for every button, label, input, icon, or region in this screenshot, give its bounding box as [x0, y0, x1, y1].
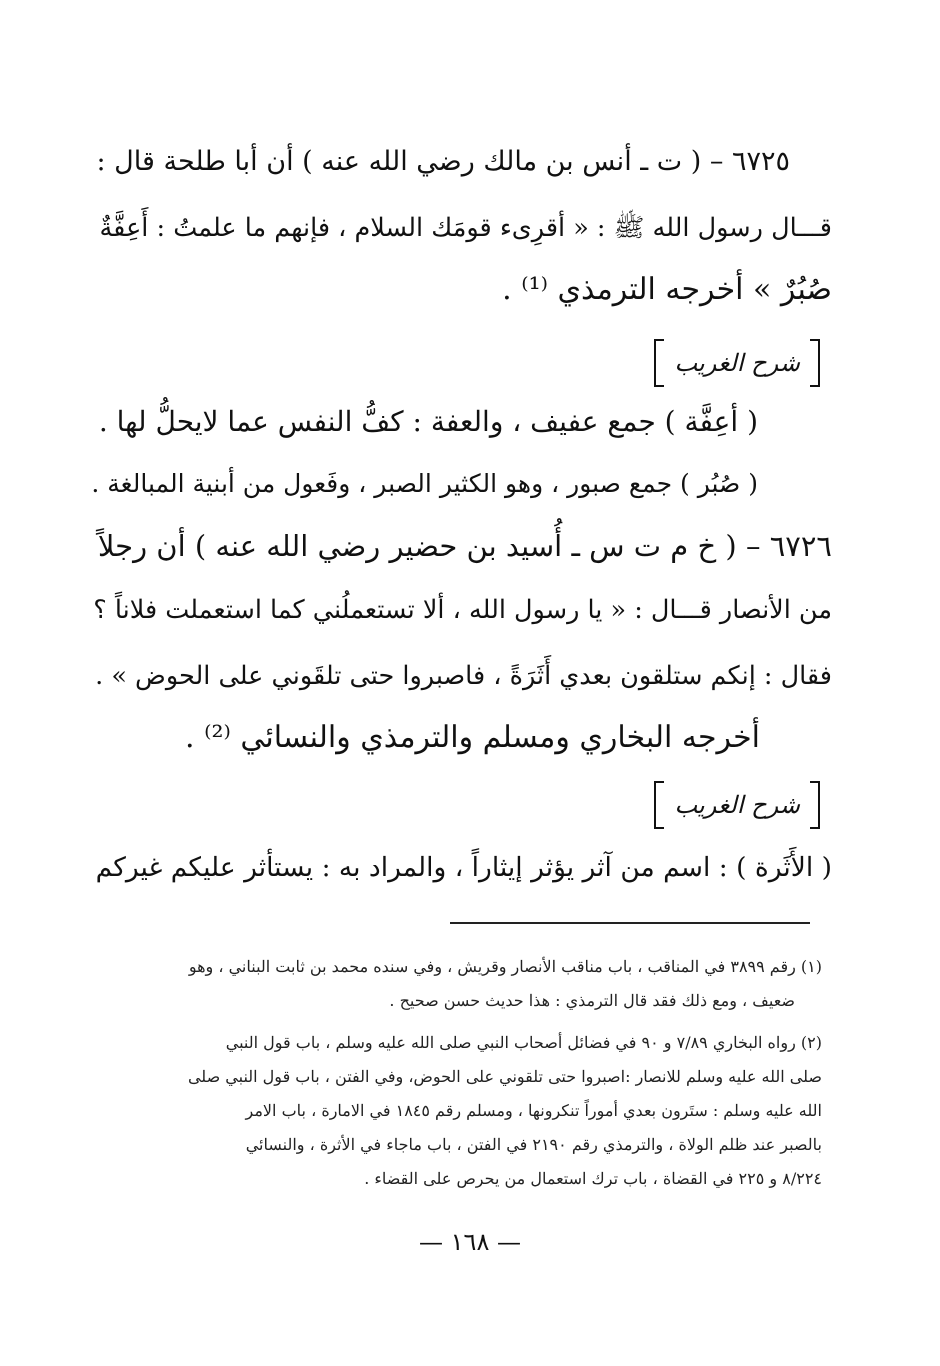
gloss-heading-1: [654, 340, 820, 386]
hadith-6726-line-1: ٦٧٢٦ – ( خ م ت س ـ أُسيد بن حضير رضي الله عنه ) أن رجلاً: [97, 529, 832, 563]
footnote-1-line-2: ضعيف ، ومع ذلك فقد قال الترمذي : هذا حديث حسن صحيح .: [389, 991, 795, 1010]
gloss-heading-2-text: شرح الغريب: [674, 791, 800, 819]
footnote-2-line-1: (٢) رواه البخاري ٧/٨٩ و ٩٠ في فضائل أصحاب النبي صلى الله عليه وسلم ، باب قول النبي: [225, 1033, 822, 1052]
gloss-line-1: ( أعِفَّة ) جمع عفيف ، والعفة : كفُّ النفس عما لايحلُّ لها .: [98, 405, 758, 438]
hadith-6725-line-1: ٦٧٢٥ – ( ت ـ أنس بن مالك رضي الله عنه ) أن أبا طلحة قال :: [96, 146, 790, 177]
hadith-6726-line-3: فقال : إنكم ستلقون بعدي أَثَرَةً ، فاصبروا حتى تلقَوني على الحوض » .: [95, 661, 832, 691]
hadith-6726-line-4: أخرجه البخاري ومسلم والترمذي والنسائي ⁽²⁾ .: [185, 720, 760, 755]
footnote-2-line-5: ٨/٢٢٤ و ٢٢٥ في القضاة ، باب ترك استعمال من يحرص على القضاء .: [364, 1169, 822, 1188]
bracket-open: [810, 339, 820, 387]
gloss-line-3: ( الأَثَرة ) : اسم من آثر يؤثر إيثاراً ، والمراد به : يستأثر عليكم غيركم: [95, 852, 832, 883]
gloss-heading-1-text: شرح الغريب: [674, 349, 800, 377]
footnote-1-line-1: (١) رقم ٣٨٩٩ في المناقب ، باب مناقب الأنصار وقريش ، وفي سنده محمد بن ثابت البناني ، وهو: [188, 957, 822, 976]
footnote-2-line-3: الله عليه وسلم : ستَرون بعدي أموراً تنكرونها ، ومسلم رقم ١٨٤٥ في الامارة ، باب الامر: [245, 1101, 822, 1120]
gloss-line-2: ( صُبُر ) جمع صبور ، وهو الكثير الصبر ، وفَعول من أبنية المبالغة .: [91, 469, 758, 498]
footnote-separator: [450, 922, 810, 924]
page-number: — ١٦٨ —: [419, 1228, 521, 1256]
bracket-open: [810, 781, 820, 829]
gloss-heading-2: [654, 782, 820, 828]
hadith-6726-line-2: من الأنصار قـــال : « يا رسول الله ، ألا تستعملُني كما استعملت فلاناً ؟: [93, 595, 832, 625]
bracket-close: [654, 339, 664, 387]
bracket-close: [654, 781, 664, 829]
footnote-2-line-2: صلى الله عليه وسلم للانصار :اصبروا حتى تلقوني على الحوض، وفي الفتن ، باب قول النبي صلى: [187, 1067, 822, 1086]
hadith-6725-line-2: قـــال رسول الله ﷺ : « أقرِىء قومَك السلام ، فإنهم ما علمتُ : أَعِفَّةٌ: [99, 213, 832, 243]
hadith-6725-line-3: صُبُرٌ » أخرجه الترمذي ⁽¹⁾ .: [502, 272, 832, 307]
footnote-2-line-4: بالصبر عند ظلم الولاة ، والترمذي رقم ٢١٩٠ في الفتن ، باب ماجاء في الأثرة ، والنسائي: [245, 1135, 822, 1154]
